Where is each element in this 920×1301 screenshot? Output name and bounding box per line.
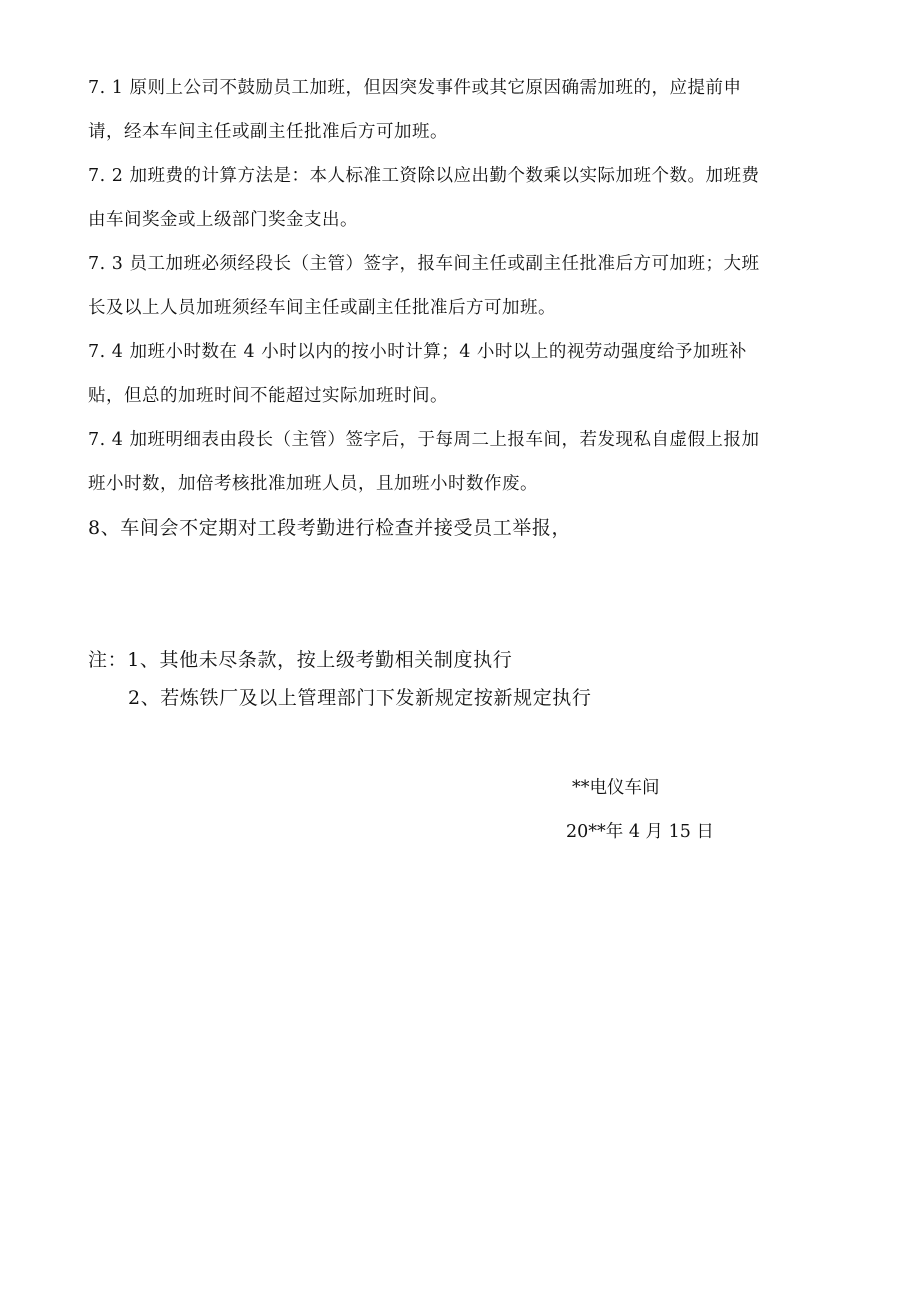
clause-7-4a-line-1: 7. 4 加班小时数在 4 小时以内的按小时计算；4 小时以上的视劳动强度给予加班补 — [88, 342, 747, 362]
note-1: 注：1、其他未尽条款，按上级考勤相关制度执行 — [88, 649, 513, 671]
clause-7-3-line-1: 7. 3 员工加班必须经段长（主管）签字，报车间主任或副主任批准后方可加班；大班 — [88, 254, 760, 274]
note-2: 2、若炼铁厂及以上管理部门下发新规定按新规定执行 — [128, 687, 592, 709]
clause-7-3-line-2: 长及以上人员加班须经车间主任或副主任批准后方可加班。 — [88, 298, 556, 318]
clause-7-4a-line-2: 贴，但总的加班时间不能超过实际加班时间。 — [88, 386, 448, 406]
signature-date: 20**年 4 月 15 日 — [566, 822, 714, 842]
section-8: 8、车间会不定期对工段考勤进行检查并接受员工举报， — [88, 517, 572, 539]
clause-7-4b-line-2: 班小时数，加倍考核批准加班人员，且加班小时数作废。 — [88, 474, 538, 494]
signature-org: **电仪车间 — [572, 778, 660, 798]
clause-7-4b-line-1: 7. 4 加班明细表由段长（主管）签字后，于每周二上报车间，若发现私自虚假上报加 — [88, 430, 760, 450]
clause-7-2-line-1: 7. 2 加班费的计算方法是：本人标准工资除以应出勤个数乘以实际加班个数。加班费 — [88, 166, 760, 186]
clause-7-1-line-2: 请，经本车间主任或副主任批准后方可加班。 — [88, 122, 448, 142]
clause-7-1-line-1: 7. 1 原则上公司不鼓励员工加班，但因突发事件或其它原因确需加班的，应提前申 — [88, 78, 742, 98]
clause-7-2-line-2: 由车间奖金或上级部门奖金支出。 — [88, 210, 358, 230]
